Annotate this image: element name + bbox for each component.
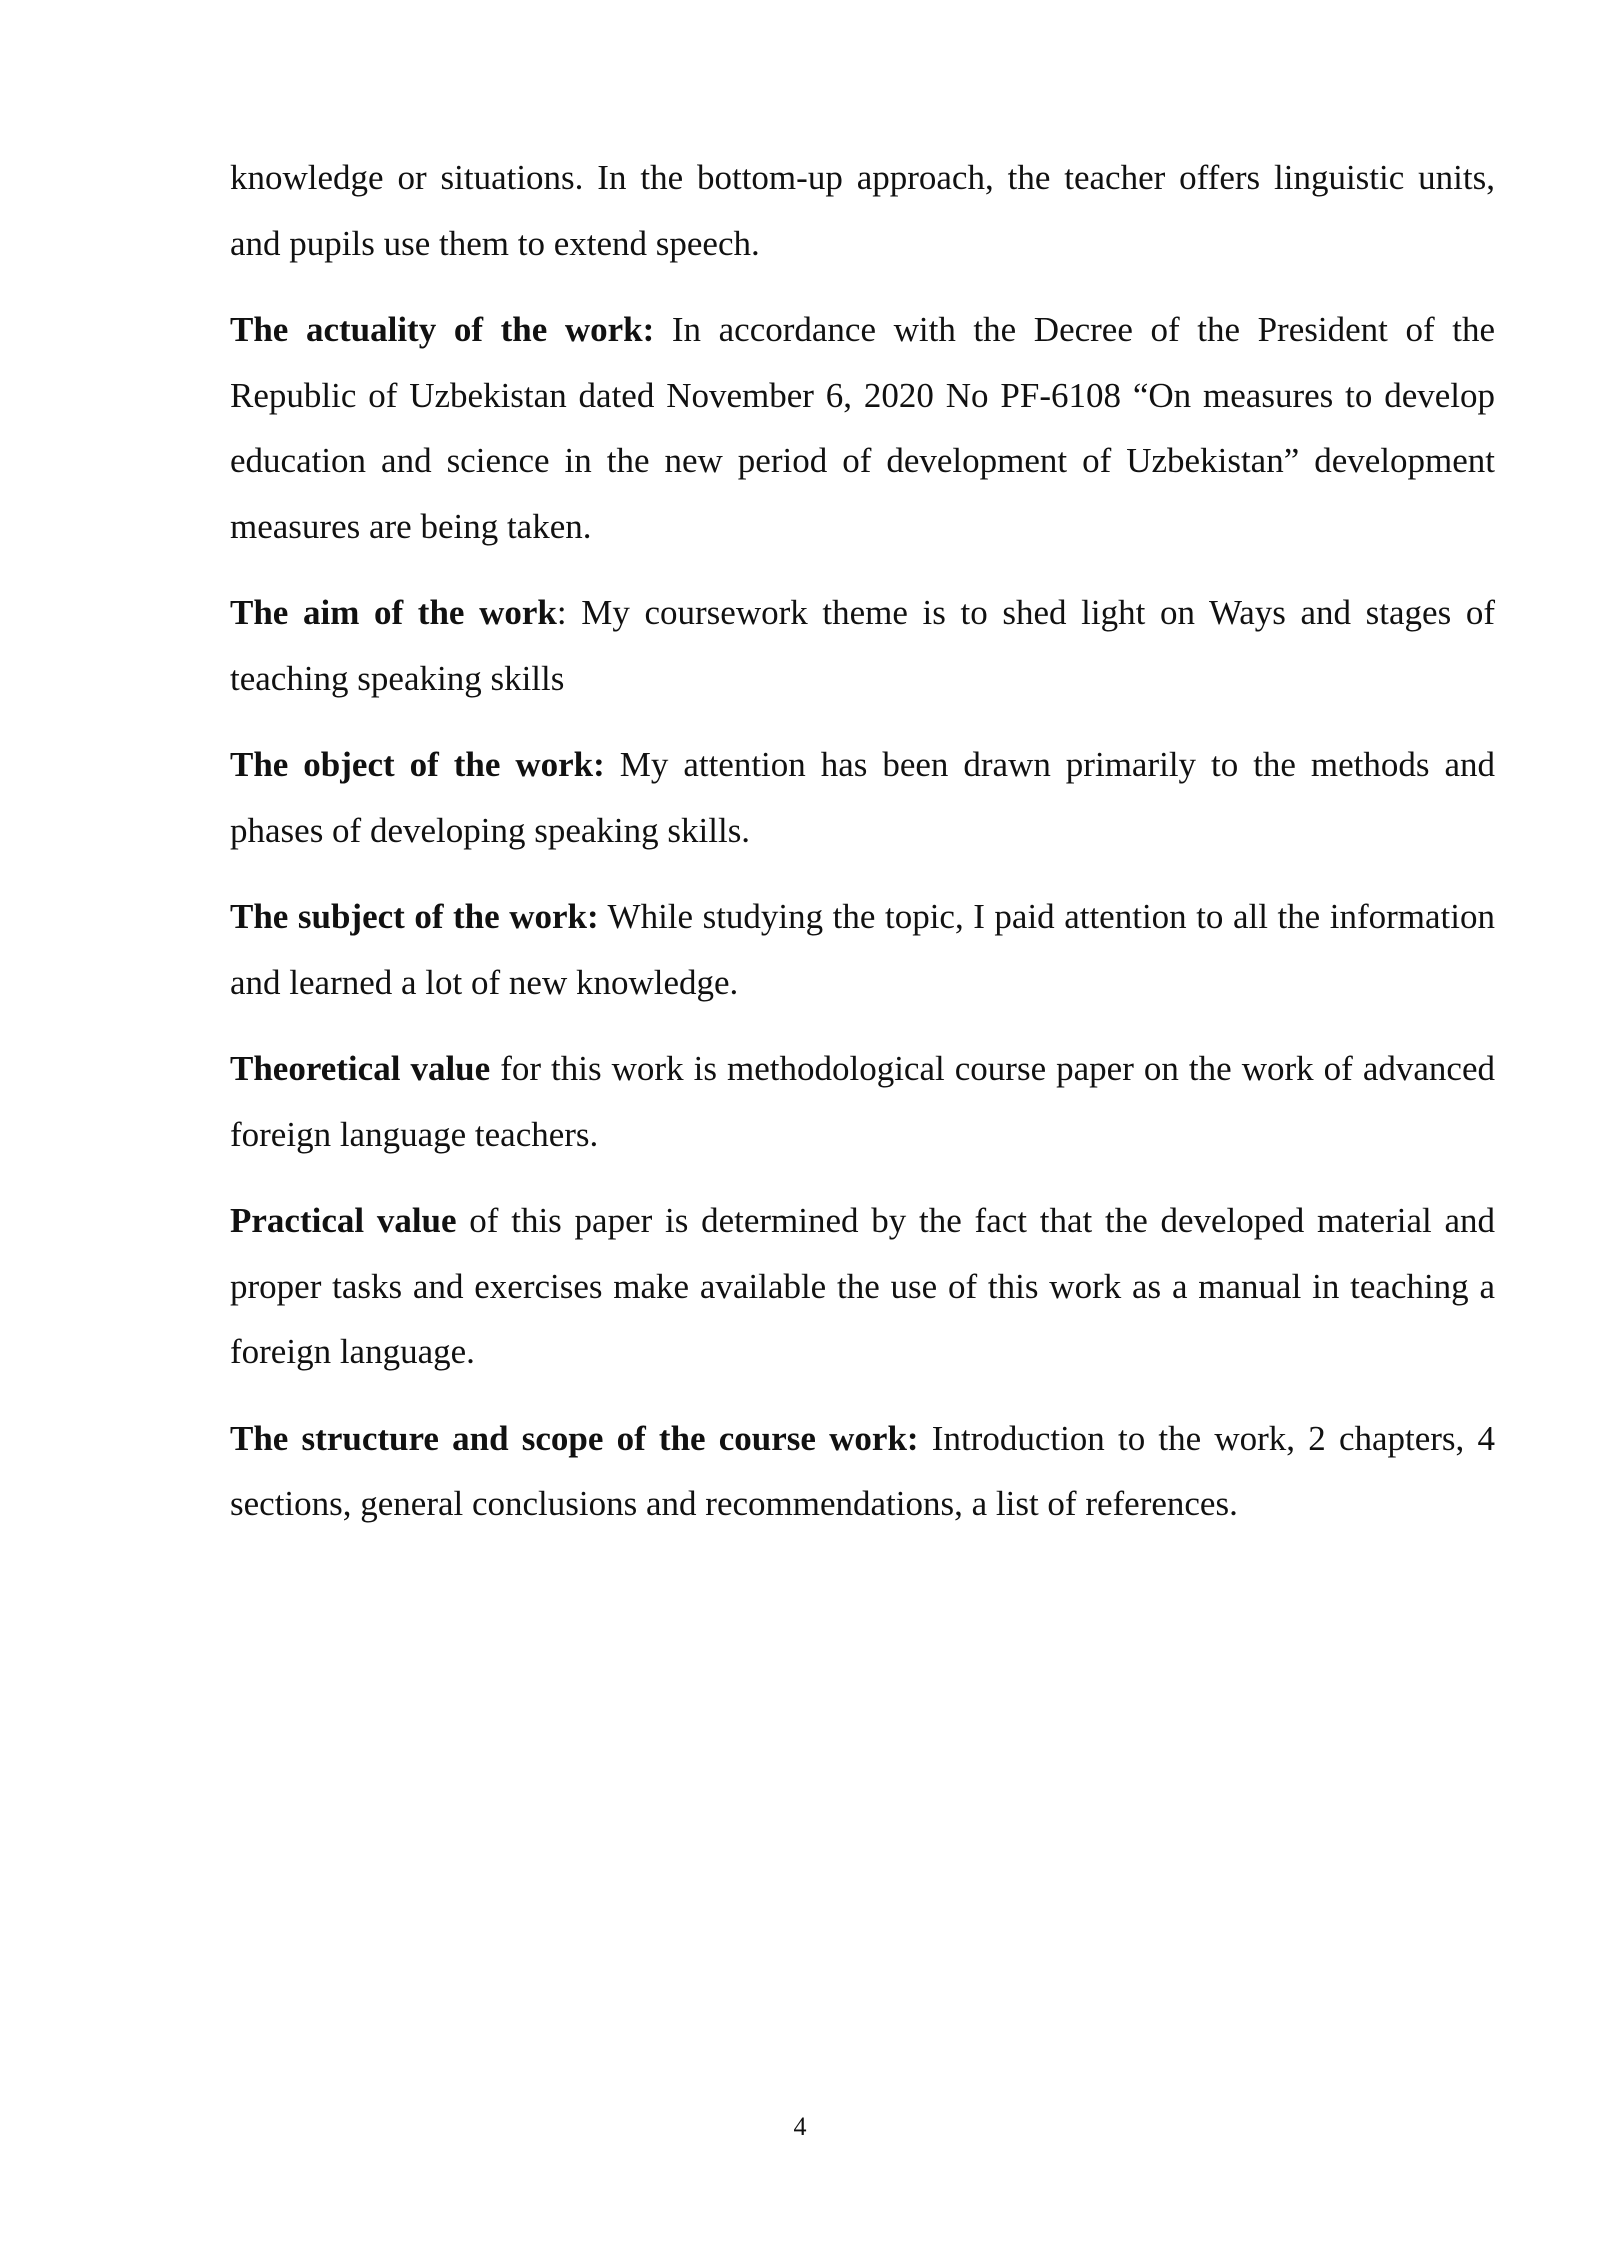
paragraph-intro-continuation (230, 145, 1495, 276)
paragraph-heading: The aim of the work (230, 593, 557, 632)
paragraph-text: Introduction to the work, 2 chapters, 4 sections, general conclusions and recommendations, a list of references. (230, 1418, 1495, 1523)
paragraph-heading: The actuality of the work: (230, 310, 655, 349)
paragraph-text: My attention has been drawn primarily to the methods and phases of developing speaking skills. (230, 745, 1496, 850)
paragraph-practical-value (230, 1188, 1495, 1385)
paragraph-aim (230, 580, 1495, 711)
paragraph-actuality (230, 297, 1495, 559)
paragraph-heading: Practical value (230, 1201, 457, 1240)
paragraph-text: for this work is methodological course paper on the work of advanced foreign language teachers. (230, 1049, 1495, 1154)
paragraph-subject (230, 884, 1495, 1015)
paragraph-heading: The structure and scope of the course work: (230, 1418, 919, 1458)
paragraph-heading: The subject of the work: (230, 897, 599, 936)
paragraph-structure-scope (230, 1406, 1495, 1537)
paragraph-text: of this paper is determined by the fact that the developed material and proper tasks and exercises make available the use of this work as a manual in teaching a foreign language. (230, 1201, 1495, 1371)
paragraph-heading: The object of the work: (230, 745, 605, 784)
paragraph-text: : My coursework theme is to shed light on Ways and stages of teaching speaking skills (230, 593, 1496, 698)
paragraph-text: In accordance with the Decree of the President of the Republic of Uzbekistan dated November 6, 2020 No PF-6108 “On measures to develop education and science in the new period of development of Uzbekistan” development measures are being taken. (230, 310, 1495, 546)
paragraph-text: While studying the topic, I paid attention to all the information and learned a lot of new knowledge. (230, 897, 1495, 1002)
paragraph-theoretical-value (230, 1036, 1495, 1167)
paragraph-heading: Theoretical value (230, 1049, 491, 1088)
page-body (230, 145, 1495, 1558)
paragraph-text: knowledge or situations. In the bottom-up approach, the teacher offers linguistic units, and pupils use them to extend speech. (230, 158, 1495, 263)
paragraph-object (230, 732, 1495, 863)
page-number: 4 (793, 2112, 807, 2141)
